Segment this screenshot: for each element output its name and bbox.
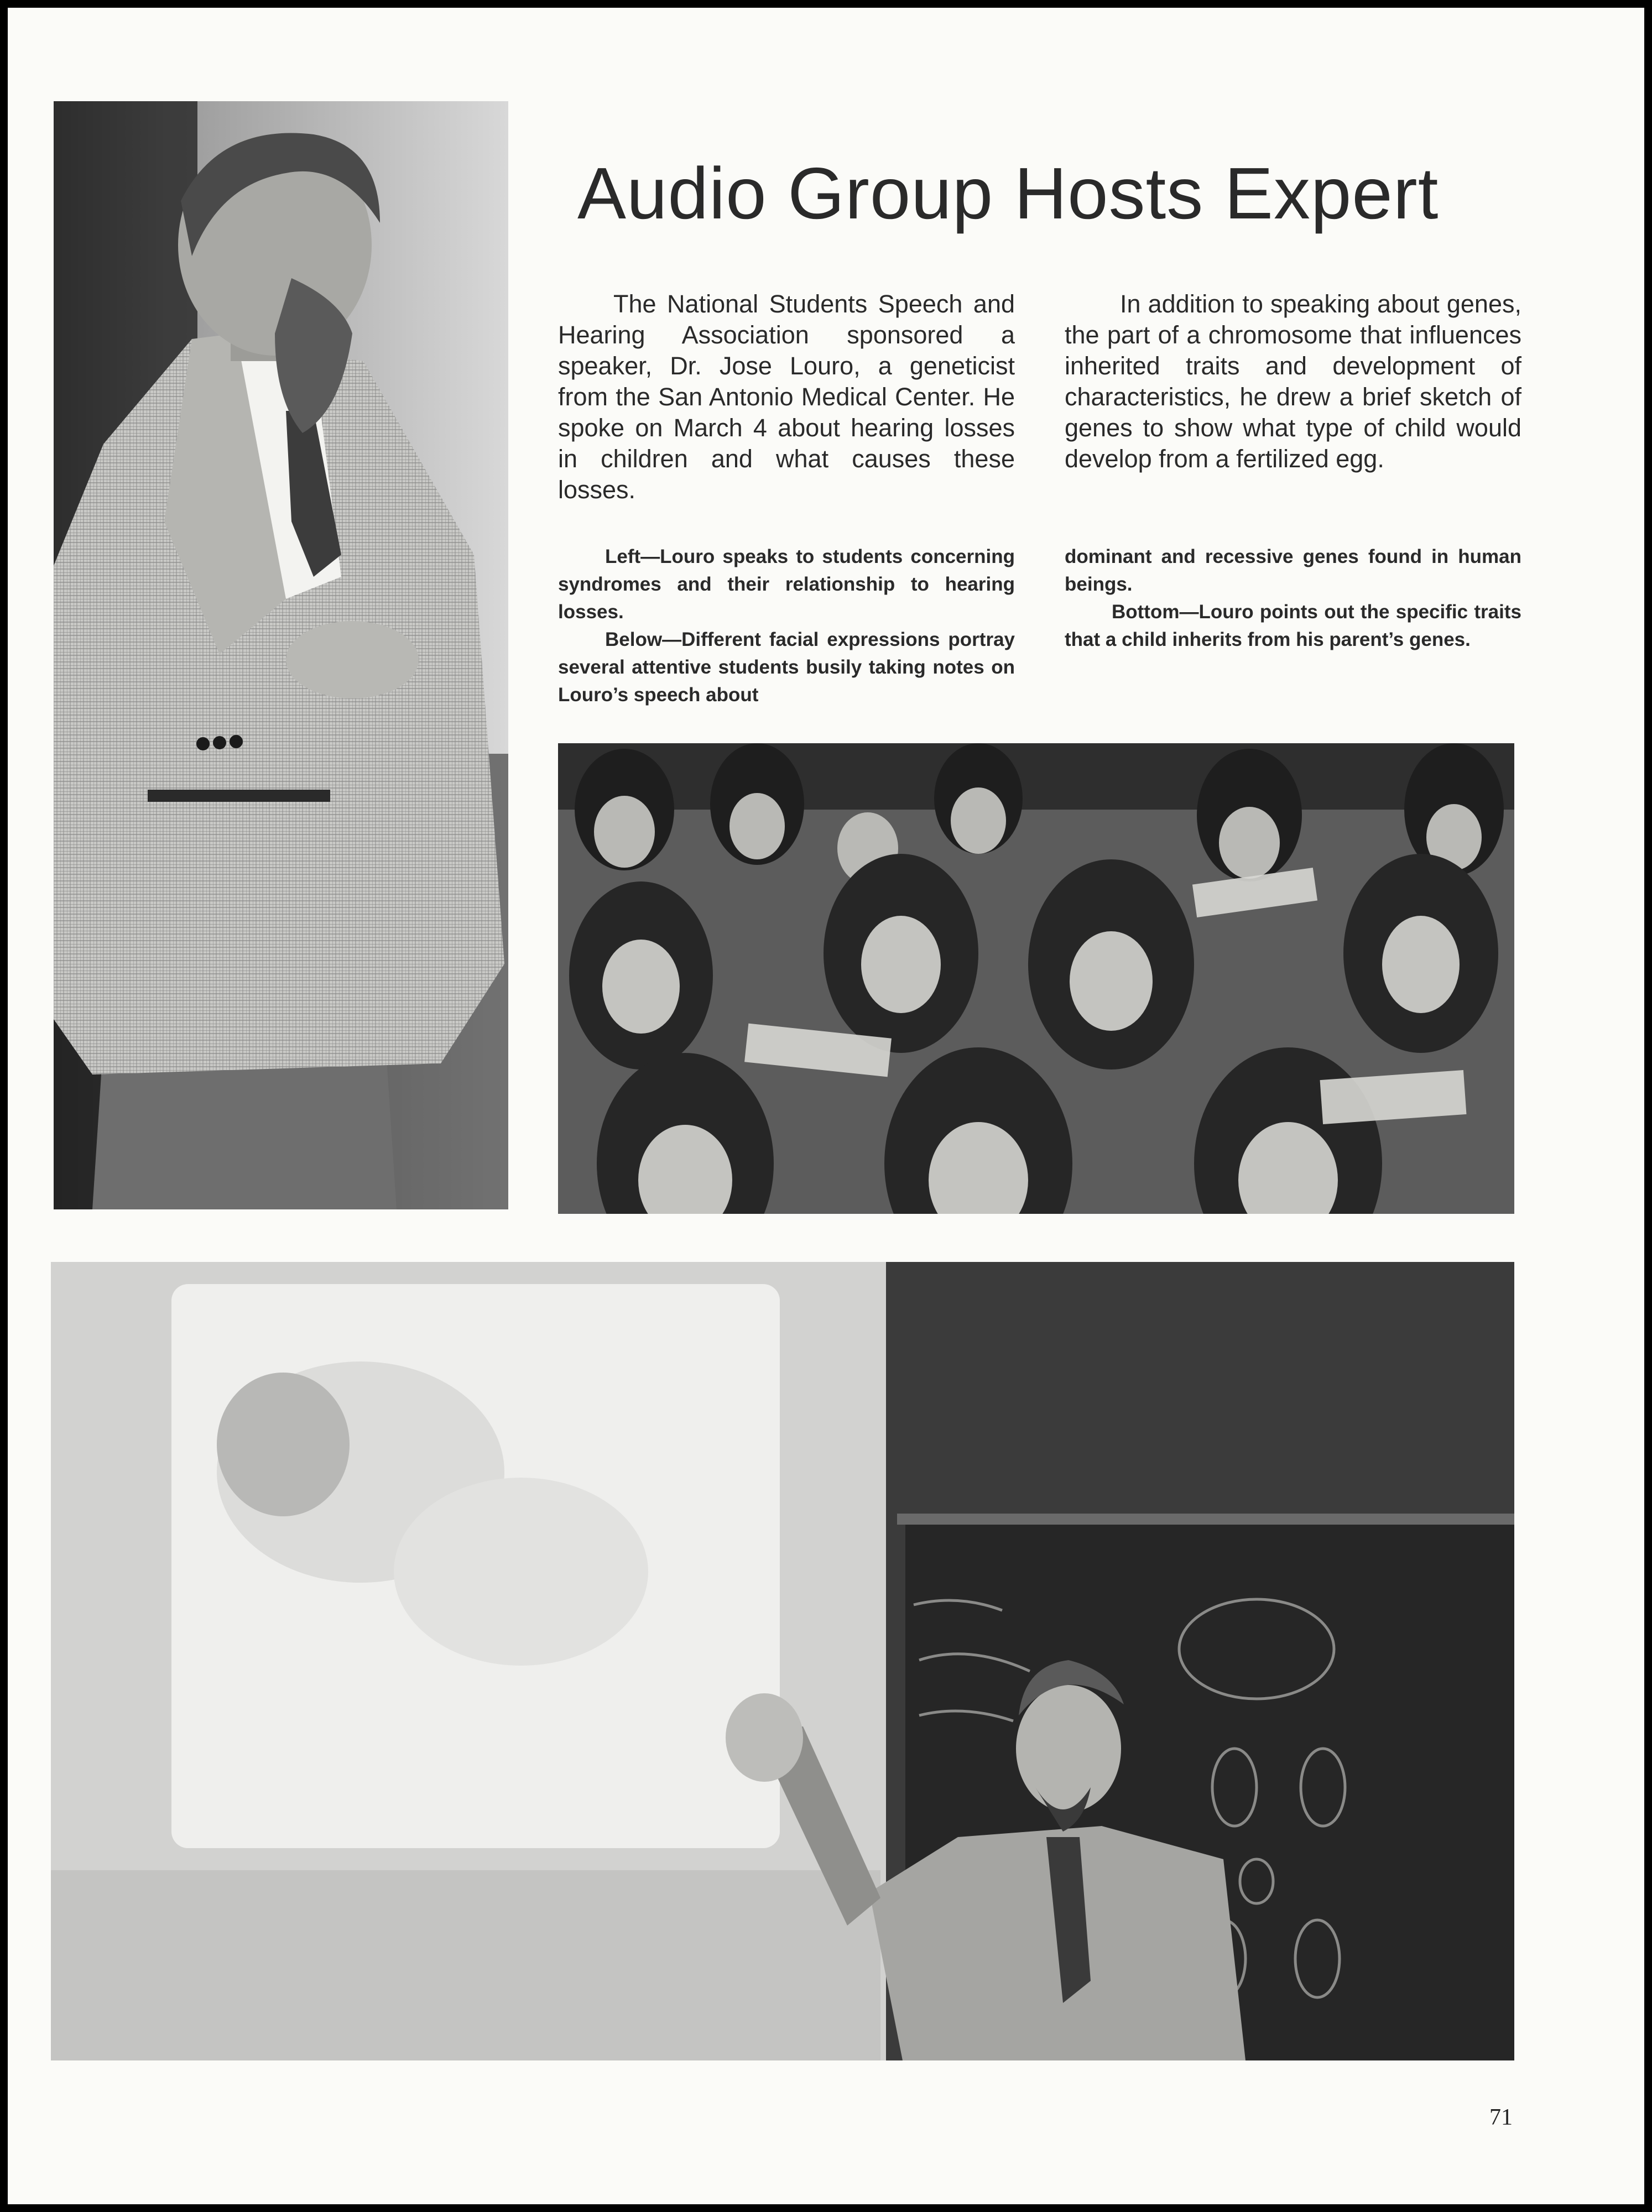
caption-below-continued: dominant and recessive genes found in human beings. [1065, 546, 1521, 595]
article-paragraph-2: In addition to speaking about genes, the part of a chromosome that influences inherited traits and development of characteristics, he drew a brief sketch of genes to show what type of child would develop from a fertilized egg. [1065, 290, 1521, 473]
caption-below: Below—Different facial expressions portray several attentive students busily taking notes on Louro’s speech about [558, 629, 1015, 706]
caption-bottom: Bottom—Louro points out the specific traits that a child inherits from his parent’s genes. [1065, 601, 1521, 650]
caption-left: Left—Louro speaks to students concerning syndromes and their relationship to hearing losses. [558, 546, 1015, 623]
article-paragraph-1: The National Students Speech and Hearing Association sponsored a speaker, Dr. Jose Louro, a geneticist from the San Antonio Medical Center. He spoke on March 4 about hearing losses in children and what causes these losses. [558, 290, 1015, 504]
caption-column-left [558, 543, 1015, 709]
photo-chalkboard-lecture [51, 1262, 1514, 2060]
headline: Audio Group Hosts Expert [577, 153, 1439, 234]
photo-speaker-portrait [54, 101, 508, 1209]
caption-column-right [1065, 543, 1521, 654]
page-number: 71 [1489, 2105, 1513, 2130]
yearbook-page [8, 8, 1644, 2204]
photo-students-audience [558, 743, 1514, 1214]
